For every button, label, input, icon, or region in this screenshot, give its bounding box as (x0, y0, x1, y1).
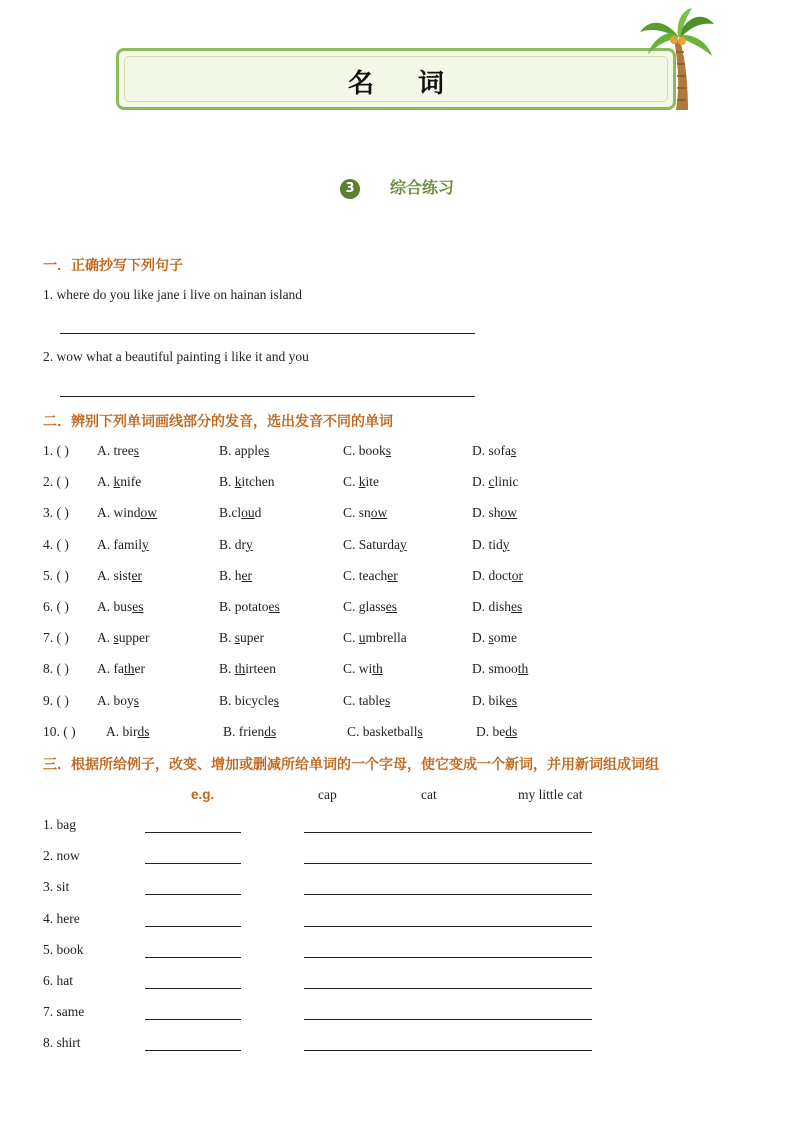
option-text: D. doct (472, 567, 512, 583)
underlined-part: u (358, 630, 366, 646)
question-number: 9. ( ) (43, 692, 69, 708)
underlined-part: k (358, 474, 366, 490)
option-text-rest: mbrella (365, 630, 407, 646)
option-a (97, 537, 149, 553)
example-new-word: cat (421, 787, 437, 802)
option-c (343, 537, 407, 553)
section-2-title: 二．辨别下列单词画线部分的发音，选出发音不同的单词 (43, 414, 393, 430)
option-b (219, 599, 280, 615)
option-text: A. wind (97, 505, 141, 521)
option-text: B. (219, 474, 235, 490)
phrase-blank[interactable] (304, 832, 592, 833)
example-word: cap (318, 787, 337, 802)
option-b (219, 505, 261, 521)
word-item: 6. hat (43, 973, 73, 988)
option-text: C. book (343, 443, 386, 458)
new-word-blank[interactable] (145, 1019, 241, 1020)
option-d (472, 505, 517, 521)
underlined-part: s (511, 443, 517, 458)
new-word-blank[interactable] (145, 988, 241, 989)
subtitle-number-badge: 3 (340, 179, 360, 199)
option-b (219, 693, 279, 709)
underlined-part: th (517, 661, 529, 677)
underlined-part: y (502, 536, 510, 552)
option-text: B. (219, 661, 235, 677)
option-d (472, 661, 528, 677)
option-c (343, 505, 387, 521)
option-c (343, 443, 391, 459)
option-a (97, 505, 157, 521)
option-text: C. table (343, 692, 385, 708)
option-text: A. sist (97, 567, 132, 583)
underlined-part: ds (264, 723, 277, 739)
question-number: 8. ( ) (43, 661, 69, 677)
underlined-part: th (234, 661, 246, 677)
option-text: B. h (219, 567, 242, 583)
underlined-part: es (132, 599, 144, 614)
option-b (219, 537, 253, 553)
option-text-rest: ite (365, 474, 380, 490)
underlined-part: ds (137, 723, 150, 739)
s1-answer-line-1 (60, 333, 475, 334)
phrase-blank[interactable] (304, 957, 592, 958)
option-d (472, 693, 517, 709)
underlined-part: s (234, 630, 241, 646)
underlined-part: ow (500, 505, 518, 521)
word-item: 2. now (43, 848, 80, 864)
option-text: D. sofa (472, 443, 511, 458)
option-text: A. tree (97, 443, 134, 458)
option-text: D. (472, 474, 489, 490)
new-word-blank[interactable] (145, 926, 241, 927)
option-text: C. (343, 474, 359, 490)
underlined-part: es (511, 599, 523, 614)
subtitle-text: 综合练习 (389, 178, 454, 197)
underlined-part: er (131, 567, 143, 583)
underlined-part: s (385, 692, 391, 708)
option-b (219, 474, 275, 490)
question-number: 7. ( ) (43, 630, 69, 646)
underlined-part: s (417, 723, 423, 739)
option-a (97, 474, 141, 490)
subtitle (0, 175, 794, 199)
option-c (343, 568, 398, 584)
underlined-part: th (124, 661, 135, 677)
underlined-part: es (385, 599, 398, 614)
option-d (472, 568, 523, 584)
option-text: D. tid (472, 536, 503, 552)
option-text: B. apple (219, 443, 264, 458)
option-text: A. (97, 630, 114, 646)
option-a (97, 568, 142, 584)
question-number: 2. ( ) (43, 474, 69, 490)
page-title: 名词 (347, 69, 488, 99)
option-text-rest: itchen (241, 474, 275, 490)
option-b (219, 630, 264, 646)
option-text: C. Saturda (343, 536, 400, 552)
option-text: B. dr (219, 536, 246, 552)
underlined-part: th (372, 661, 383, 677)
option-text: B. bicycle (219, 692, 274, 708)
option-text: D. smoo (472, 661, 518, 677)
underlined-part: s (273, 692, 279, 708)
option-text: C. glass (343, 599, 386, 614)
underlined-part: or (511, 567, 523, 583)
phrase-blank[interactable] (304, 1050, 592, 1051)
option-text: D. dish (472, 599, 512, 614)
option-text-rest: d (254, 505, 262, 521)
example-phrase: my little cat (518, 787, 583, 802)
option-text-rest: upper (118, 630, 150, 646)
option-text-rest: linic (494, 474, 519, 490)
option-c (343, 693, 390, 709)
underlined-part: es (268, 599, 280, 614)
option-text-rest: irteen (245, 661, 277, 677)
option-text: D. (472, 630, 489, 646)
option-text-rest: uper (240, 630, 265, 646)
underlined-part: s (264, 443, 270, 458)
option-b (219, 661, 276, 677)
option-b (223, 724, 276, 740)
underlined-part: es (505, 692, 517, 708)
option-text: B. frien (223, 723, 265, 739)
option-c (343, 474, 379, 490)
option-text: A. bir (106, 723, 138, 739)
phrase-blank[interactable] (304, 1019, 592, 1020)
word-item: 5. book (43, 941, 84, 957)
question-number: 1. ( ) (43, 443, 69, 458)
question-number: 4. ( ) (43, 536, 69, 552)
phrase-blank[interactable] (304, 894, 592, 895)
underlined-part: er (387, 567, 398, 583)
phrase-blank[interactable] (304, 926, 592, 927)
phrase-blank[interactable] (304, 988, 592, 989)
option-a (97, 599, 144, 615)
underlined-part: y (142, 536, 149, 552)
s1-item-1: 1. where do you like jane i live on hainan island (43, 287, 303, 302)
option-a (97, 443, 139, 459)
question-number: 3. ( ) (43, 505, 69, 521)
option-text: D. bik (472, 692, 506, 708)
palm-tree-icon (638, 6, 716, 114)
option-d (472, 474, 519, 490)
option-b (219, 568, 252, 584)
option-d (472, 630, 517, 646)
option-a (97, 693, 139, 709)
option-text: A. (97, 474, 114, 490)
section-1-title: 一．正确抄写下列句子 (43, 258, 183, 274)
option-c (343, 661, 383, 677)
option-text: B.cl (219, 505, 242, 521)
option-text-rest: nife (120, 474, 142, 490)
option-text: B. potato (219, 599, 269, 614)
word-item: 3. sit (43, 879, 70, 895)
underlined-part: s (113, 630, 119, 646)
s1-answer-line-2 (60, 396, 475, 397)
option-d (472, 599, 522, 615)
option-text: C. basketball (347, 723, 418, 739)
option-text: D. be (476, 723, 506, 739)
option-text: C. teach (343, 567, 388, 583)
word-item: 8. shirt (43, 1035, 81, 1051)
title-banner (116, 48, 676, 110)
new-word-blank[interactable] (145, 894, 241, 895)
option-a (106, 724, 150, 740)
option-b (219, 443, 269, 459)
option-d (476, 724, 517, 740)
underlined-part: s (133, 692, 140, 708)
word-item: 4. here (43, 910, 80, 926)
new-word-blank[interactable] (145, 863, 241, 864)
word-item: 1. bag (43, 817, 76, 832)
underlined-part: ow (370, 505, 388, 521)
word-item: 7. same (43, 1004, 85, 1020)
underlined-part: ou (241, 505, 255, 521)
option-text: A. boy (97, 692, 134, 708)
option-d (472, 443, 516, 459)
underlined-part: k (113, 474, 121, 490)
underlined-part: c (488, 474, 495, 490)
option-c (347, 724, 423, 740)
option-text: A. bus (97, 599, 133, 614)
underlined-part: s (385, 443, 392, 458)
underlined-part: k (234, 474, 242, 490)
option-text: A. famil (97, 536, 142, 552)
option-text-rest: er (134, 661, 146, 677)
option-text-rest: ome (493, 630, 518, 646)
underlined-part: er (241, 567, 253, 583)
s1-item-2: 2. wow what a beautiful painting i like it and you (43, 349, 309, 364)
question-number: 5. ( ) (43, 567, 69, 583)
underlined-part: s (488, 630, 494, 646)
new-word-blank[interactable] (145, 832, 241, 833)
option-text: A. fa (97, 661, 124, 677)
underlined-part: y (246, 536, 253, 552)
option-a (97, 630, 150, 646)
option-text: D. sh (472, 505, 501, 521)
option-c (343, 630, 407, 646)
phrase-blank[interactable] (304, 863, 592, 864)
question-number: 6. ( ) (43, 599, 69, 614)
option-text: C. sn (343, 505, 371, 521)
underlined-part: y (400, 536, 407, 552)
option-d (472, 537, 510, 553)
underlined-part: s (133, 443, 139, 458)
question-number: 10. ( ) (43, 723, 76, 739)
option-text: C. (343, 630, 359, 646)
underlined-part: ow (140, 505, 157, 521)
underlined-part: ds (505, 723, 518, 739)
example-label: e.g. (191, 787, 215, 802)
new-word-blank[interactable] (145, 957, 241, 958)
section-3-title: 三．根据所给例子，改变、增加或删减所给单词的一个字母，使它变成一个新词，并用新词组成词组 (43, 757, 659, 773)
option-a (97, 661, 145, 677)
new-word-blank[interactable] (145, 1050, 241, 1051)
option-c (343, 599, 397, 615)
option-text: B. (219, 630, 235, 646)
option-text: C. wi (343, 661, 373, 677)
